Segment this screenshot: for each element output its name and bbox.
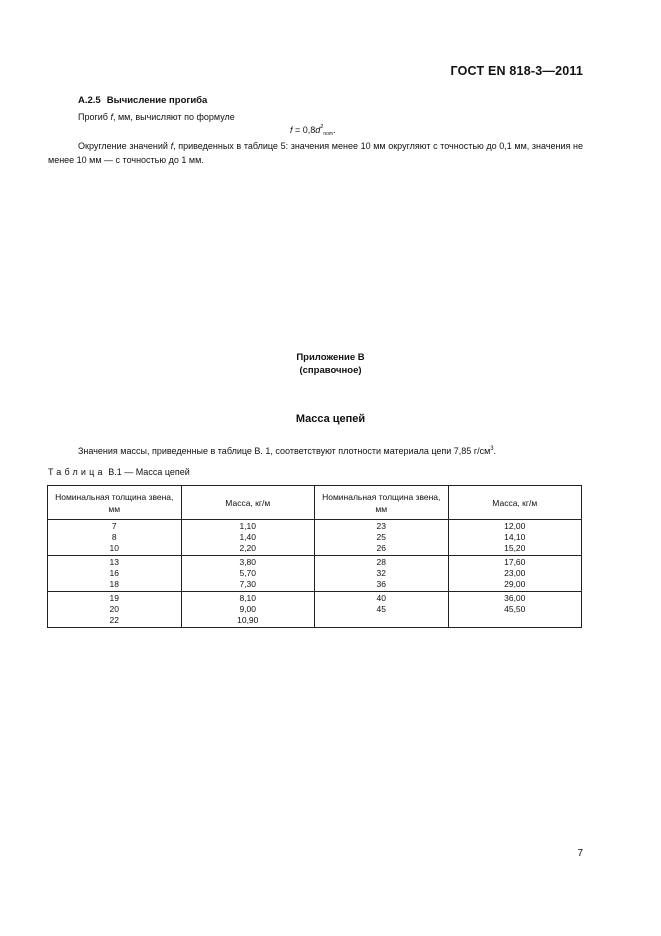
cell-value: 5,70 (239, 568, 257, 578)
appendix-note: (справочное) (299, 365, 362, 376)
header-nominal-thickness-2: Номинальная толщина звена, мм (315, 486, 449, 520)
cell-value: 19 (109, 593, 119, 603)
p3-text-a: Значения массы, приведенные в таблице В. 1, соответствуют плотности материала цепи 7,85 г/см (78, 446, 491, 456)
cell-value: 25 (376, 532, 386, 542)
p2-variable: f (170, 141, 174, 151)
table-cell (48, 556, 182, 592)
table-row (48, 520, 582, 556)
paragraph-deflection-intro (78, 110, 235, 124)
formula-sup: 2 (320, 124, 324, 130)
cell-value: 12,00 (504, 521, 526, 531)
table-cell (181, 556, 315, 592)
cell-value: 1,10 (239, 521, 257, 531)
p3-text-b: . (493, 446, 497, 456)
paragraph-rounding (48, 139, 583, 167)
cell-value: 23,00 (504, 568, 526, 578)
cell-value: 17,60 (504, 557, 526, 567)
chain-mass-table (47, 485, 582, 628)
cell-value: 9,00 (239, 604, 257, 614)
mass-section-title: Масса цепей (295, 413, 366, 425)
table-caption (48, 467, 190, 477)
cell-value: 8,10 (239, 593, 257, 603)
cell-value: 15,20 (504, 543, 526, 553)
cell-value: 2,20 (239, 543, 257, 553)
header-mass-1: Масса, кг/м (181, 486, 315, 520)
formula-eq: = 0,8 (292, 125, 316, 135)
table-row (48, 592, 582, 628)
cell-value: 14,10 (504, 532, 526, 542)
cell-value: 22 (109, 615, 119, 625)
table-cell (448, 592, 582, 628)
p1-variable: f (110, 112, 113, 122)
table-cell (181, 520, 315, 556)
cell-value: 13 (109, 557, 119, 567)
appendix-heading (0, 351, 661, 377)
header-mass-2: Масса, кг/м (448, 486, 582, 520)
section-title: Вычисление прогиба (106, 95, 208, 106)
formula-lhs: f (290, 125, 293, 135)
formula-sub: nom (323, 131, 334, 137)
p3-superscript: 3 (490, 446, 494, 452)
formula-end: . (333, 125, 336, 135)
paragraph-density (78, 442, 496, 458)
document-standard-header: ГОСТ EN 818-3—2011 (450, 64, 583, 78)
cell-value: 23 (376, 521, 386, 531)
cell-value: 20 (109, 604, 119, 614)
cell-value: 16 (109, 568, 119, 578)
appendix-title: Приложение В (296, 352, 365, 363)
cell-value: 10 (109, 543, 119, 553)
table-cell (315, 520, 449, 556)
p1-text-rest: , мм, вычисляют по формуле (112, 112, 235, 122)
cell-value: 40 (376, 593, 386, 603)
cell-value: 3,80 (239, 557, 257, 567)
table-cell (315, 556, 449, 592)
section-number: А.2.5 (78, 95, 101, 106)
table-cell (315, 592, 449, 628)
cell-value: 18 (109, 579, 119, 589)
p1-text: Прогиб (78, 112, 111, 122)
table-cell (48, 592, 182, 628)
cell-value: 8 (111, 532, 117, 542)
header-nominal-thickness-1: Номинальная толщина звена, мм (48, 486, 182, 520)
formula-var: d (315, 125, 321, 135)
cell-value: 28 (376, 557, 386, 567)
cell-value: 45 (376, 604, 386, 614)
table-header-row (48, 486, 582, 520)
table-cell (181, 592, 315, 628)
cell-value: 10,90 (237, 615, 259, 625)
page-number: 7 (577, 848, 583, 859)
table-caption-word: Таблица (48, 467, 106, 477)
table-caption-rest: В.1 — Масса цепей (105, 467, 190, 477)
cell-value: 26 (376, 543, 386, 553)
cell-value: 36 (376, 579, 386, 589)
table-row (48, 556, 582, 592)
cell-value: 32 (376, 568, 386, 578)
cell-value: 36,00 (504, 593, 526, 603)
cell-value: 7,30 (239, 579, 257, 589)
cell-value: 29,00 (504, 579, 526, 589)
section-heading (78, 95, 207, 106)
table-cell (48, 520, 182, 556)
deflection-formula (290, 124, 336, 137)
p2-text-b: , приведенных в таблице 5: значения менее 10 мм округляют с точностью до 0,1 мм, значения не менее 10 мм — с точностью до 1 мм. (48, 141, 584, 165)
cell-value: 7 (111, 521, 117, 531)
table-cell (448, 520, 582, 556)
p2-text-a: Округление значений (78, 141, 171, 151)
table-cell (448, 556, 582, 592)
cell-value: 45,50 (504, 604, 526, 614)
cell-value: 1,40 (239, 532, 257, 542)
